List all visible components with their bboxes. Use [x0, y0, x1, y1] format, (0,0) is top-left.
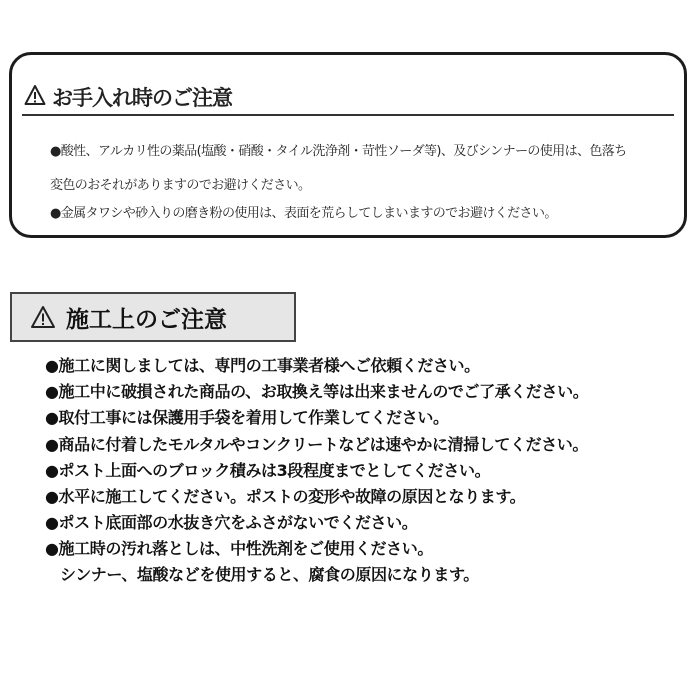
care-line-3: ●金属タワシや砂入りの磨き粉の使用は、表面を荒らしてしまいますのでお避けください。 — [50, 206, 557, 221]
list-item: ●施工時の汚れ落としは、中性洗剤をご使用ください。 — [45, 539, 433, 558]
install-precautions-header — [10, 292, 296, 342]
warning-triangle-icon — [30, 305, 56, 329]
care-line-1: ●酸性、アルカリ性の薬品(塩酸・硝酸・タイル洗浄剤・苛性ソーダ等)、及びシンナーの使用は、色落ち — [50, 144, 627, 159]
list-item: ●ポスト底面部の水抜き穴をふさがないでください。 — [45, 513, 418, 532]
care-title-row — [24, 82, 232, 112]
care-line-2: 変色のおそれがありますのでお避けください。 — [50, 178, 311, 193]
list-item: ●施工中に破損された商品の、お取換え等は出来ませんのでご了承ください。 — [45, 382, 589, 401]
care-title-divider — [22, 114, 674, 116]
care-title: お手入れ時のご注意 — [52, 86, 232, 110]
list-item: ●水平に施工してください。ポストの変形や故障の原因となります。 — [45, 487, 526, 506]
list-item-continuation: シンナー、塩酸などを使用すると、腐食の原因になります。 — [60, 565, 479, 584]
install-title: 施工上のご注意 — [66, 306, 227, 333]
care-precautions-box — [9, 52, 687, 238]
list-item: ●商品に付着したモルタルやコンクリートなどは速やかに清掃してください。 — [45, 435, 589, 454]
list-item: ●施工に関しましては、専門の工事業者様へご依頼ください。 — [45, 356, 480, 375]
list-item: ●ポスト上面へのブロック積みは3段程度までとしてください。 — [45, 461, 491, 480]
warning-triangle-icon — [24, 84, 46, 110]
list-item: ●取付工事には保護用手袋を着用して作業してください。 — [45, 408, 449, 427]
